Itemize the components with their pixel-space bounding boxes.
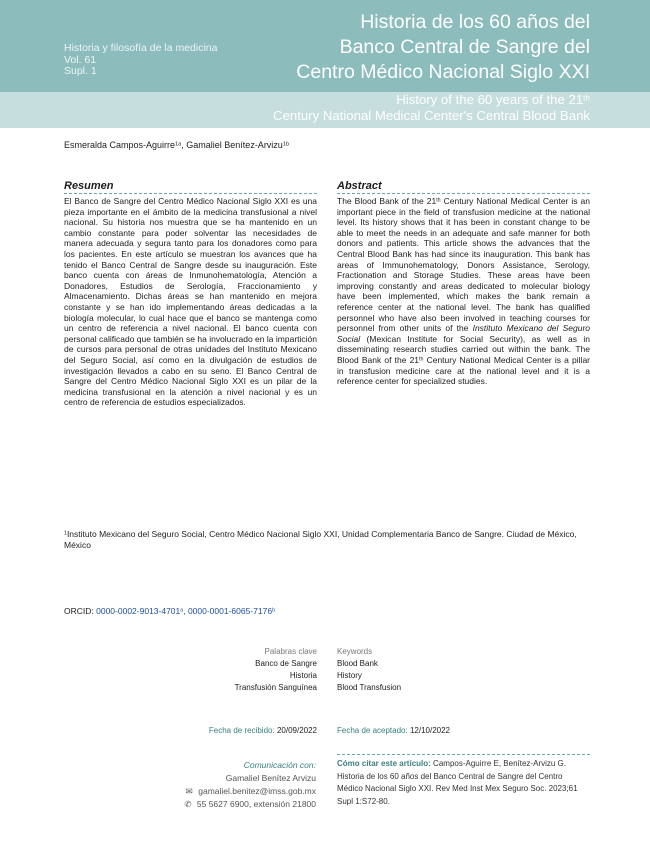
keyword-es: Transfusión Sanguínea (234, 683, 317, 692)
resumen-heading: Resumen (64, 180, 114, 192)
accepted-label: Fecha de aceptado: (337, 726, 408, 735)
email-link[interactable]: gamaliel.benitez@imss.gob.mx (198, 786, 316, 796)
title-line: Historia de los 60 años del (360, 11, 590, 33)
phone-icon: ✆ (184, 799, 192, 809)
author-name: Esmeralda Campos-Aguirre (64, 140, 176, 150)
keywords-heading: Keywords (337, 647, 373, 656)
orcid-separator: , (183, 606, 188, 616)
article-title (190, 10, 590, 85)
citation-heading: Cómo citar este artículo: (337, 759, 431, 768)
en-title-line: History of the 60 years of the 21 (396, 92, 584, 107)
affiliation (64, 529, 594, 551)
volume: Vol. 61 (64, 53, 97, 66)
correspondence-phone (183, 798, 316, 811)
keyword-es: Banco de Sangre (255, 659, 317, 668)
orcid-link-1[interactable]: 0000-0002-9013-4701$^a$ (96, 606, 184, 616)
orcid-line (64, 606, 275, 616)
resumen-text: El Banco de Sangre del Centro Médico Nacional Siglo XXI es una pieza importante en el ámbito de la medicina transfusional a nivel nacional. Su historia nos muestra que se ha mantenido en un cambio constante para poder solventar las necesidades de manera adecuada y segura tanto para los donadores como para los pacientes. En este artículo se muestran los avances que ha tenido el Banco Central de Sangre desde su inauguración. Este banco cuenta con áreas de Inmunohematología, Atención a Donadores, Estudios de Serología, Fraccionamiento y Almacenamiento. Dichas áreas se han mantenido en mejora constante y se han ido implementando áreas dedicadas a la biología molecular, lo cual hace que el banco se mantenga como un centro de referencia a nivel nacional. El banco cuenta con personal calificado que también se ha involucrado en la impartición de cursos para personal de otras unidades del Instituto Mexicano del Seguro Social, así como en la divulgación de estudios de investigación llevados a cabo en su seno. El Banco Central de Sangre del Centro Médico Nacional Siglo XXI es un pilar de la medicina transfusional en la atención a nivel nacional y es un centro de referencia de estudios especializados. (64, 196, 317, 408)
received-date (209, 725, 317, 737)
supplement: Supl. 1 (64, 65, 97, 77)
affil-sup: 1 (64, 530, 67, 537)
author-affil-sup: 1b (282, 141, 290, 148)
received-value: 20/09/2022 (276, 726, 317, 735)
orcid-link-2[interactable]: 0000-0001-6065-7176$^b$ (187, 606, 276, 616)
author-name: Gamaliel Benítez-Arvizu (186, 140, 283, 150)
citation (337, 758, 590, 808)
citation-divider (337, 754, 590, 755)
en-title-line: Century National Medical Center's Central Blood Bank (273, 107, 590, 123)
palabras-clave (235, 646, 317, 694)
keywords (337, 646, 401, 694)
orcid-label: ORCID: (64, 606, 97, 616)
affil-text: Instituto Mexicano del Seguro Social, Centro Médico Nacional Siglo XXI, Unidad Complementaria Banco de Sangre. Ciudad de México, México (64, 529, 577, 550)
keyword-en: Blood Bank (337, 659, 378, 668)
author-affil-sup: 1a (175, 141, 182, 148)
correspondence-email (183, 785, 316, 798)
citation-text: Campos-Aguirre E, Benítez-Arvizu G. Historia de los 60 años del Banco Central de Sangre del Centro Médico Nacional Siglo XXI. Rev Med Inst Mex Seguro Soc. 2023;61 Supl 1:S72-80. (337, 759, 578, 806)
email-icon: ✉ (185, 786, 193, 796)
correspondence (183, 759, 316, 811)
phone-number: 55 5627 6900, extensión 21800 (196, 799, 316, 809)
abstract-text: The Blood Bank of the 21th Century National Medical Center is an important piece in the field of transfusion medicine at the national level. Its history shows that it has been in constant change to be able to meet the needs in an adequate and safe manner for both donors and patients. This article shows the advances that the Central Blood Bank has had since its inauguration. This bank has areas of Immunohematology, Donors Assistance, Serology, Fractionation and Storage Studies. These areas have been improving constantly and areas dedicated to molecular biology have been implemented, which makes the bank remain a reference center at the national level. The bank has qualified personnel who have also been involved in teaching courses for personnel from other units of the Instituto Mexicano del Seguro Social (Mexican Institute for Social Security), as well as in disseminating research studies carried out within the bank. The Blood Bank of the 21th Century National Medical Center is a pillar in transfusion medicine care at the national level and it is a reference center for specialized studies. (337, 196, 591, 387)
keyword-en: Blood Transfusion (337, 683, 402, 692)
accepted-date (337, 725, 450, 737)
title-line: Banco Central de Sangre del (339, 36, 590, 58)
correspondence-name: Gamaliel Benítez Arvizu (225, 773, 316, 783)
palabras-clave-heading: Palabras clave (264, 647, 317, 656)
abstract-heading: Abstract (337, 180, 382, 192)
accepted-value: 12/10/2022 (409, 726, 450, 735)
author-list (64, 140, 289, 150)
correspondence-heading: Comunicación con: (243, 760, 316, 770)
keyword-es: Historia (289, 671, 317, 680)
english-title (70, 92, 590, 123)
author-separator: , (181, 140, 187, 150)
received-label: Fecha de recibido: (208, 726, 275, 735)
resumen-divider (64, 193, 317, 194)
superscript: th (583, 93, 590, 103)
section-name: Historia y filosofía de la medicina (64, 42, 218, 54)
abstract-divider (337, 193, 590, 194)
keyword-en: History (337, 671, 362, 680)
title-line: Centro Médico Nacional Siglo XXI (296, 61, 590, 83)
